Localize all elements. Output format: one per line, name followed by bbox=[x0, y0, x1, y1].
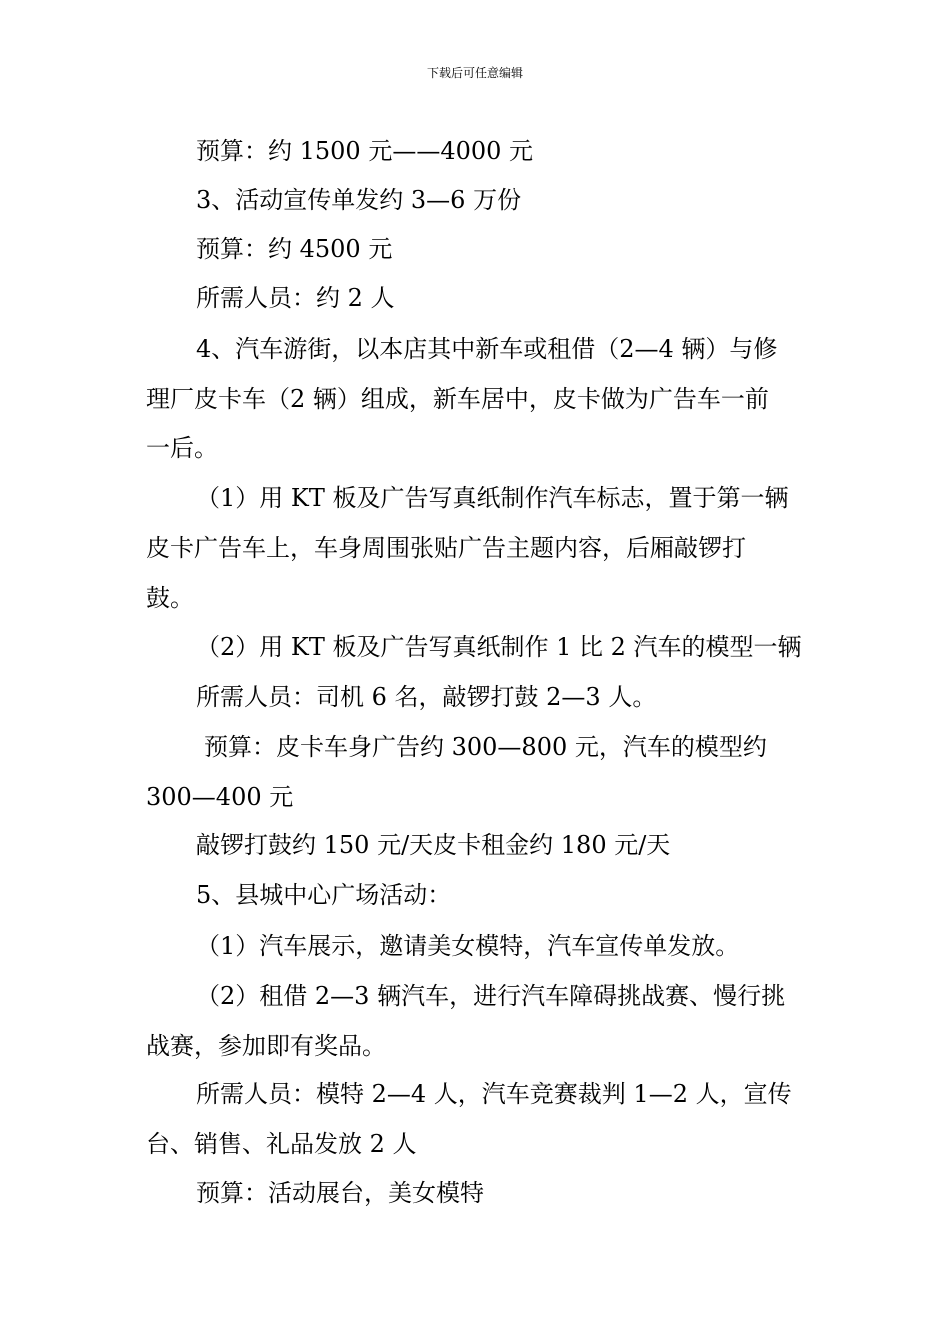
text-line-14: 300—400 元 bbox=[146, 783, 294, 811]
text-line-8: （1）用 KT 板及广告写真纸制作汽车标志，置于第一辆 bbox=[196, 484, 789, 512]
text-line-18: （2）租借 2—3 辆汽车，进行汽车障碍挑战赛、慢行挑 bbox=[196, 982, 786, 1010]
text-line-22: 预算：活动展台，美女模特 bbox=[196, 1179, 484, 1207]
text-line-9: 皮卡广告车上，车身周围张贴广告主题内容，后厢敲锣打 bbox=[146, 534, 746, 562]
text-line-20: 所需人员：模特 2—4 人，汽车竞赛裁判 1—2 人，宣传 bbox=[196, 1080, 792, 1108]
text-line-11: （2）用 KT 板及广告写真纸制作 1 比 2 汽车的模型一辆 bbox=[196, 633, 802, 661]
text-line-6: 理厂皮卡车（2 辆）组成，新车居中，皮卡做为广告车一前 bbox=[146, 385, 769, 413]
text-line-12: 所需人员：司机 6 名，敲锣打鼓 2—3 人。 bbox=[196, 683, 657, 711]
text-line-10: 鼓。 bbox=[146, 584, 194, 612]
text-line-13: 预算：皮卡车身广告约 300—800 元，汽车的模型约 bbox=[204, 733, 767, 761]
text-line-5: 4、汽车游街，以本店其中新车或租借（2—4 辆）与修 bbox=[196, 335, 778, 363]
text-line-19: 战赛，参加即有奖品。 bbox=[146, 1032, 386, 1060]
text-line-3: 预算：约 4500 元 bbox=[196, 235, 393, 263]
text-line-4: 所需人员：约 2 人 bbox=[196, 284, 395, 312]
text-line-21: 台、销售、礼品发放 2 人 bbox=[146, 1130, 417, 1158]
header-note: 下载后可任意编辑 bbox=[426, 66, 523, 80]
text-line-2: 3、活动宣传单发约 3—6 万份 bbox=[196, 186, 522, 214]
text-line-1: 预算：约 1500 元——4000 元 bbox=[196, 137, 534, 165]
text-line-7: 一后。 bbox=[146, 434, 218, 462]
text-line-17: （1）汽车展示，邀请美女模特，汽车宣传单发放。 bbox=[196, 932, 740, 960]
text-line-16: 5、县城中心广场活动： bbox=[196, 881, 452, 909]
text-line-15: 敲锣打鼓约 150 元/天皮卡租金约 180 元/天 bbox=[196, 831, 671, 859]
